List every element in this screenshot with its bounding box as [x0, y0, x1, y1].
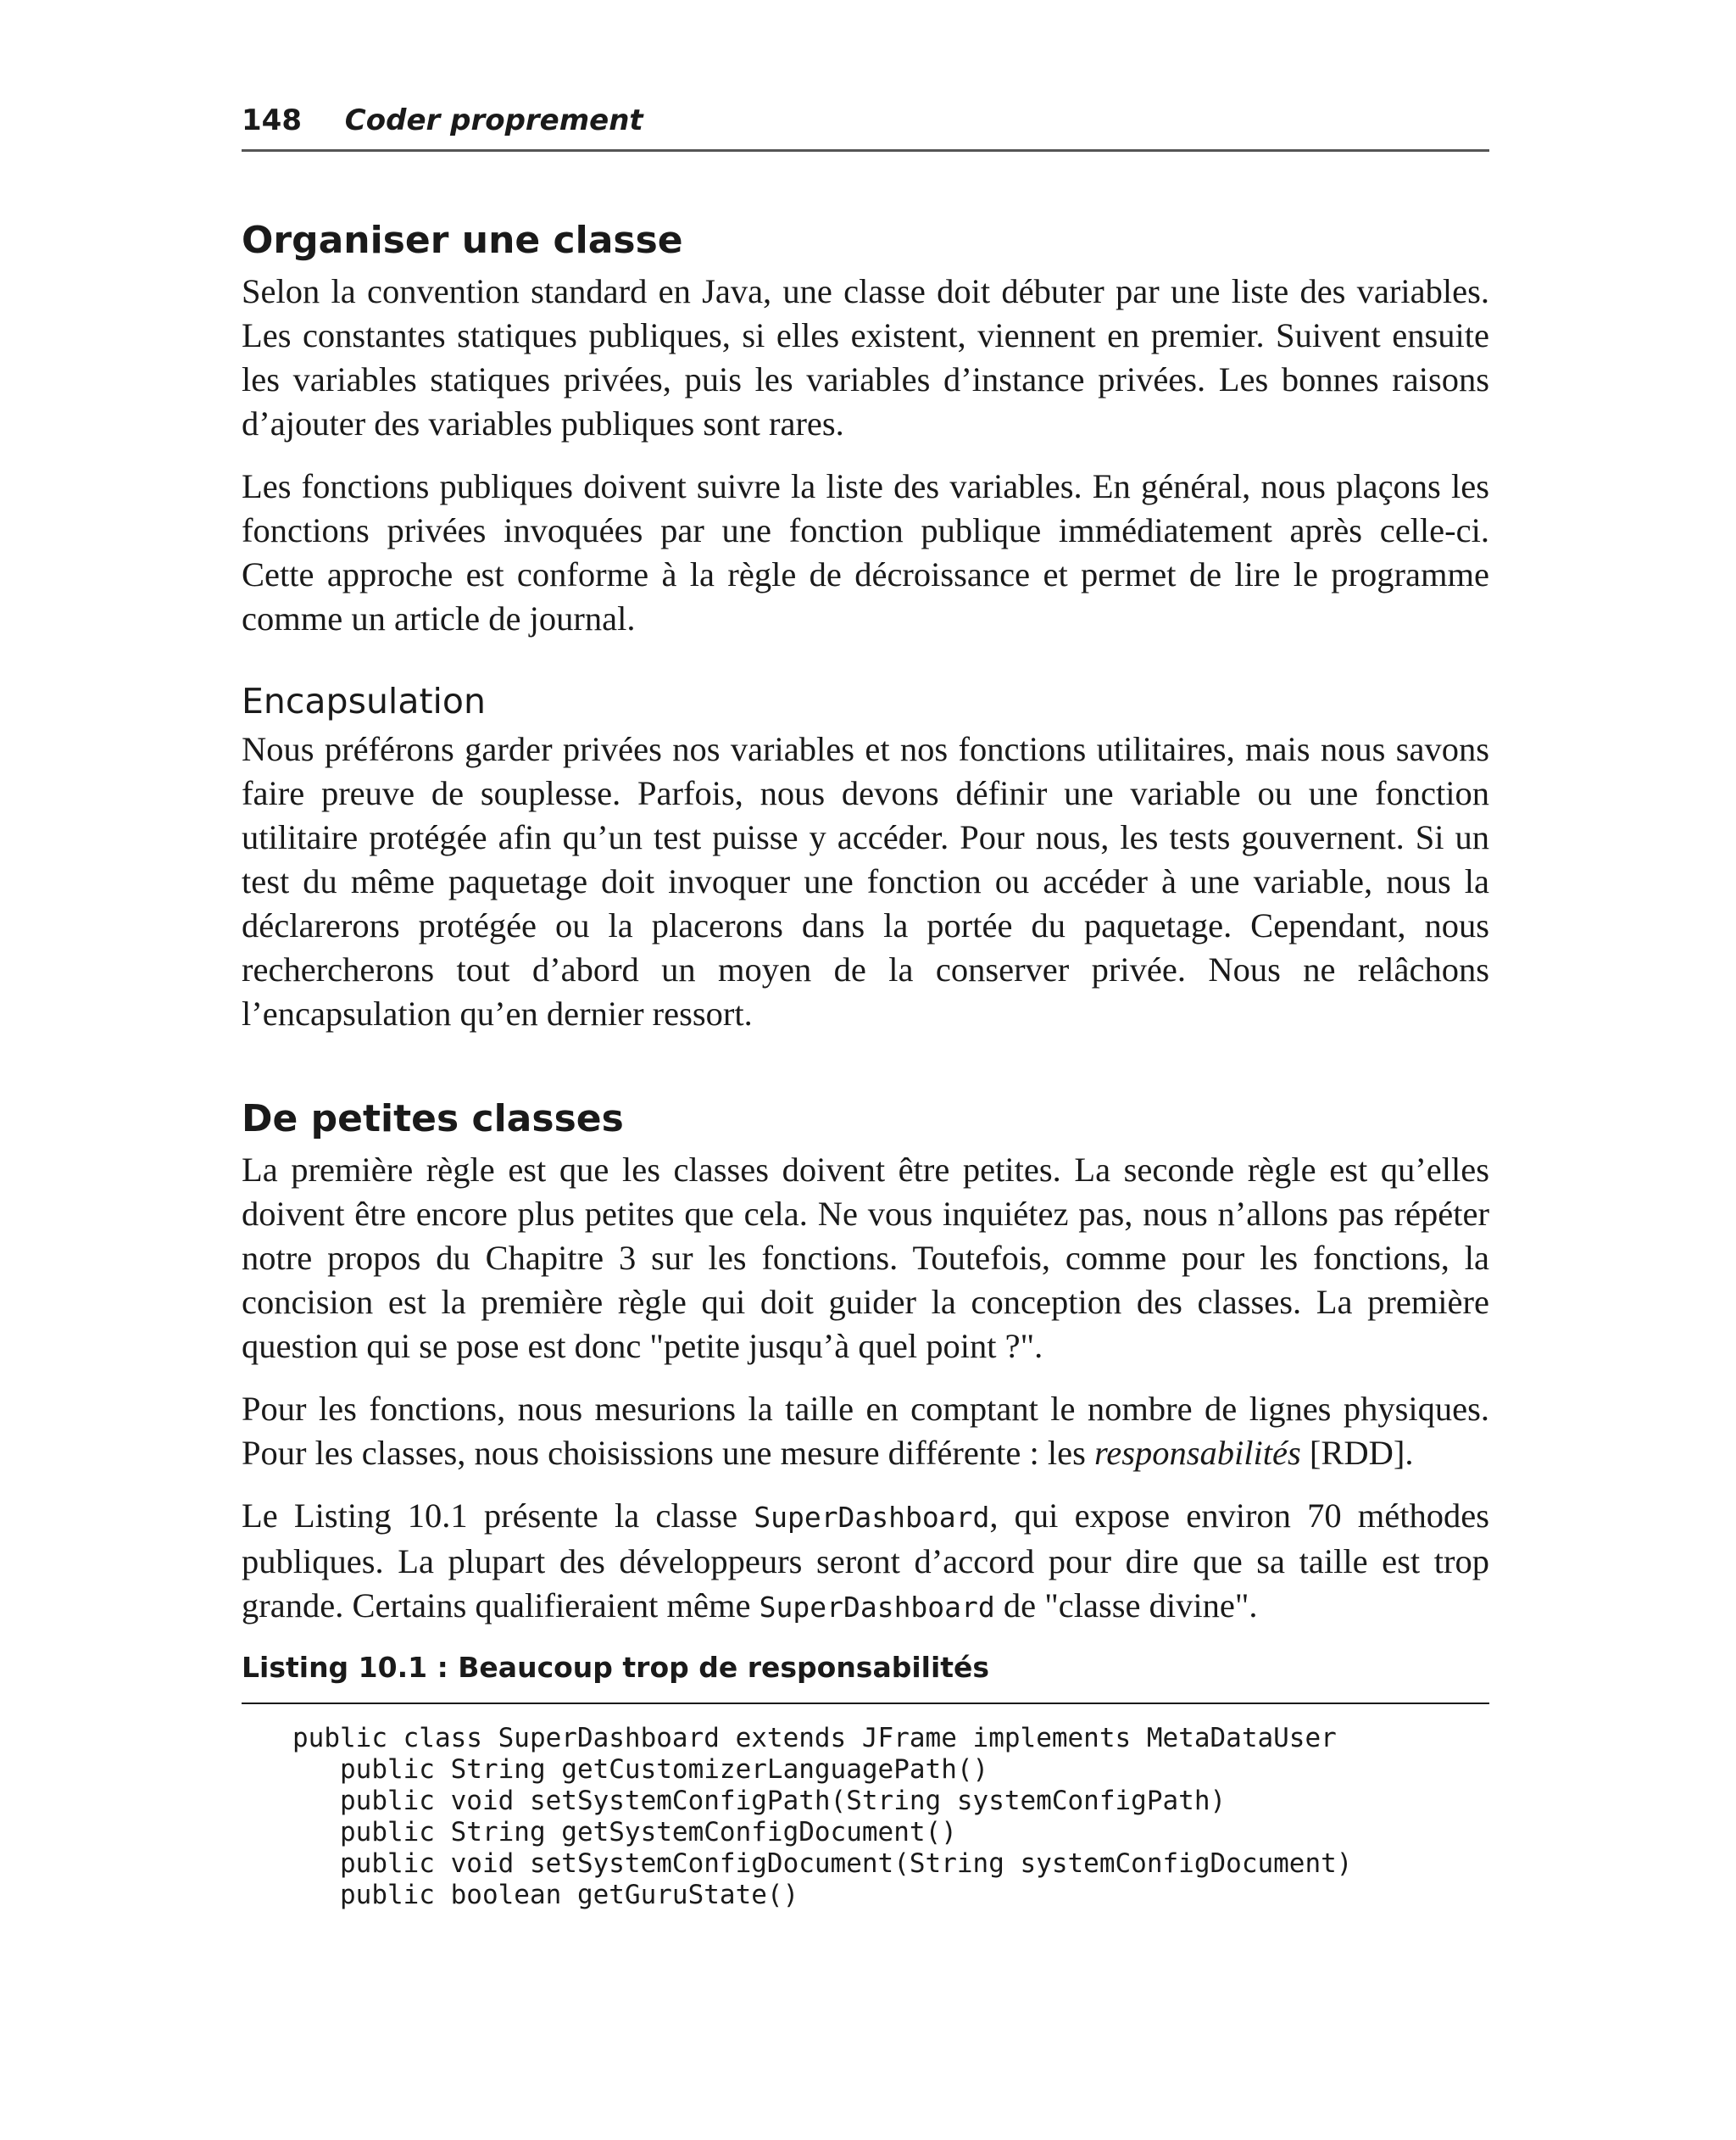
inline-code: SuperDashboard	[759, 1591, 995, 1624]
subsection-title-encapsulation: Encapsulation	[242, 681, 486, 722]
code-line: public void setSystemConfigPath(String systemConfigPath)	[292, 1786, 1227, 1816]
text-run: [RDD].	[1300, 1434, 1414, 1472]
page-content	[242, 217, 1489, 1911]
paragraph: Nous préférons garder privées nos variables et nos fonctions utilitaires, mais nous savons faire preuve de souplesse. Parfois, nous devons définir une variable ou une fonction utilitaire protégée afin qu’un test puisse y accéder. Pour nous, les tests gouvernent. Si un test du même paquetage doit invoquer une fonction ou accéder à une variable, nous la déclarerons protégée ou la placerons dans la portée du paquetage. Cependant, nous rechercherons tout d’abord un moyen de la conserver privée. Nous ne relâchons l’encapsulation qu’en dernier ressort.	[242, 730, 1489, 1033]
listing-caption: Listing 10.1 : Beaucoup trop de responsabilités	[242, 1651, 990, 1684]
section-spacer	[242, 1055, 1489, 1095]
header-divider	[242, 149, 1489, 152]
code-line: public class SuperDashboard extends JFrame implements MetaDataUser	[292, 1723, 1337, 1753]
paragraph: Les fonctions publiques doivent suivre la liste des variables. En général, nous plaçons les fonctions privées invoquées par une fonction publique immédiatement après celle-ci. Cette approche est conforme à la règle de décroissance et permet de lire le programme comme un article de journal.	[242, 467, 1489, 638]
running-head	[242, 100, 1489, 141]
code-line: public boolean getGuruState()	[292, 1880, 799, 1910]
inline-code: SuperDashboard	[754, 1501, 990, 1534]
book-title: Coder proprement	[344, 103, 643, 137]
text-run: de "classe divine".	[994, 1586, 1258, 1625]
paragraph-listing-intro	[242, 1494, 1489, 1630]
page-number: 148	[242, 103, 302, 137]
section-title-petites-classes: De petites classes	[242, 1097, 624, 1140]
text-run: , qui expose environ 70 méthodes publiques. La plupart des développeurs seront d’accord pour dire que sa taille est trop grande. Certains qualifieraient même	[242, 1496, 1489, 1625]
code-listing	[292, 1723, 1489, 1911]
listing-divider	[242, 1703, 1489, 1704]
paragraph-responsabilites	[242, 1387, 1489, 1475]
section-title-organiser: Organiser une classe	[242, 219, 683, 262]
emphasized-term: responsabilités	[1093, 1434, 1301, 1472]
text-run: Pour les fonctions, nous mesurions la taille en comptant le nombre de lignes physiques. Pour les classes, nous choisissions une mesure différente : les	[242, 1390, 1489, 1472]
paragraph: La première règle est que les classes doivent être petites. La seconde règle est qu’elles doivent être encore plus petites que cela. Ne vous inquiétez pas, nous n’allons pas répéter notre propos du Chapitre 3 sur les fonctions. Toutefois, comme pour les fonctions, la concision est la première règle qui doit guider la conception des classes. La première question qui se pose est donc "petite jusqu’à quel point ?".	[242, 1151, 1489, 1365]
paragraph: Selon la convention standard en Java, une classe doit débuter par une liste des variables. Les constantes statiques publiques, si elles existent, viennent en premier. Suivent ensuite les variables statiques privées, puis les variables d’instance privées. Les bonnes raisons d’ajouter des variables publiques sont rares.	[242, 272, 1489, 443]
code-line: public String getCustomizerLanguagePath()	[292, 1754, 989, 1785]
code-line: public String getSystemConfigDocument()	[292, 1817, 957, 1847]
code-line: public void setSystemConfigDocument(String systemConfigDocument)	[292, 1848, 1353, 1879]
text-run: Le Listing 10.1 présente la classe	[242, 1496, 754, 1535]
